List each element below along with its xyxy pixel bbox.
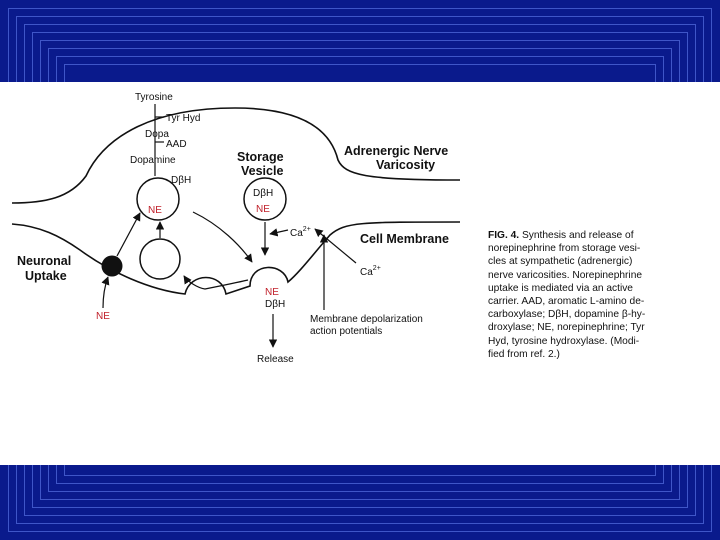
uptake-carrier bbox=[102, 256, 123, 277]
label-dopamine: Dopamine bbox=[130, 155, 176, 166]
caption-line-7: carboxylase; DβH, dopamine β-hy- bbox=[488, 309, 646, 321]
arrow-ne-outside-to-carrier bbox=[103, 277, 108, 308]
label-tyr-hyd: Tyr Hyd bbox=[166, 113, 201, 124]
label-vesicle: Vesicle bbox=[241, 164, 284, 178]
label-ne-outside: NE bbox=[96, 311, 110, 322]
label-neuronal: Neuronal bbox=[17, 254, 72, 268]
label-varicosity: Varicosity bbox=[376, 158, 436, 172]
label-ne-storage: NE bbox=[256, 204, 270, 215]
arrow-ca-to-vesicle bbox=[270, 230, 288, 234]
label-release: Release bbox=[257, 354, 294, 365]
label-cell-membrane: Cell Membrane bbox=[360, 232, 449, 246]
recycled-vesicle bbox=[140, 239, 180, 279]
arrow-uptake-to-vesicle bbox=[117, 213, 140, 256]
label-dopa: Dopa bbox=[145, 129, 169, 140]
caption-line-2: norepinephrine from storage vesi- bbox=[488, 243, 641, 255]
caption-line-3: cles at sympathetic (adrenergic) bbox=[488, 256, 633, 268]
label-uptake: Uptake bbox=[25, 269, 67, 283]
label-action-potentials: action potentials bbox=[310, 326, 383, 337]
label-ca-inside: $Ca^{2+}$ bbox=[290, 226, 311, 239]
caption-line-1 bbox=[488, 229, 720, 242]
caption-line-8: droxylase; NE, norepinephrine; Tyr bbox=[488, 322, 645, 334]
caption-line-6: carrier. AAD, aromatic L-amino de- bbox=[488, 296, 645, 308]
label-aad: AAD bbox=[166, 139, 187, 150]
label-tyrosine: Tyrosine bbox=[135, 92, 173, 103]
label-dbh-released: DβH bbox=[265, 299, 286, 310]
label-adrenergic-nerve: Adrenergic Nerve bbox=[344, 144, 449, 158]
caption-line-9: Hyd, tyrosine hydroxylase. (Modi- bbox=[488, 335, 640, 347]
arrow-vesicle-to-membrane bbox=[193, 212, 252, 262]
caption-line-10: fied from ref. 2.) bbox=[488, 348, 560, 360]
caption-line-5: uptake is mediated via an active bbox=[488, 282, 633, 294]
label-ne-released: NE bbox=[265, 287, 279, 298]
label-storage: Storage bbox=[237, 150, 284, 164]
label-ca-outside: $Ca^{2+}$ bbox=[360, 265, 381, 278]
arrow-pit-to-recycle bbox=[184, 276, 248, 289]
caption-text-1: Synthesis and release of bbox=[521, 230, 634, 241]
caption-line-4: nerve varicosities. Norepinephrine bbox=[488, 269, 643, 281]
label-membrane-depolarization: Membrane depolarization bbox=[310, 314, 423, 325]
figure-caption bbox=[488, 229, 720, 361]
label-dbh-storage: DβH bbox=[253, 188, 274, 199]
label-dbh-synthesis: DβH bbox=[171, 175, 192, 186]
caption-fig-label: FIG. 4. bbox=[488, 230, 520, 241]
label-ne-synthesis-vesicle: NE bbox=[148, 205, 162, 216]
